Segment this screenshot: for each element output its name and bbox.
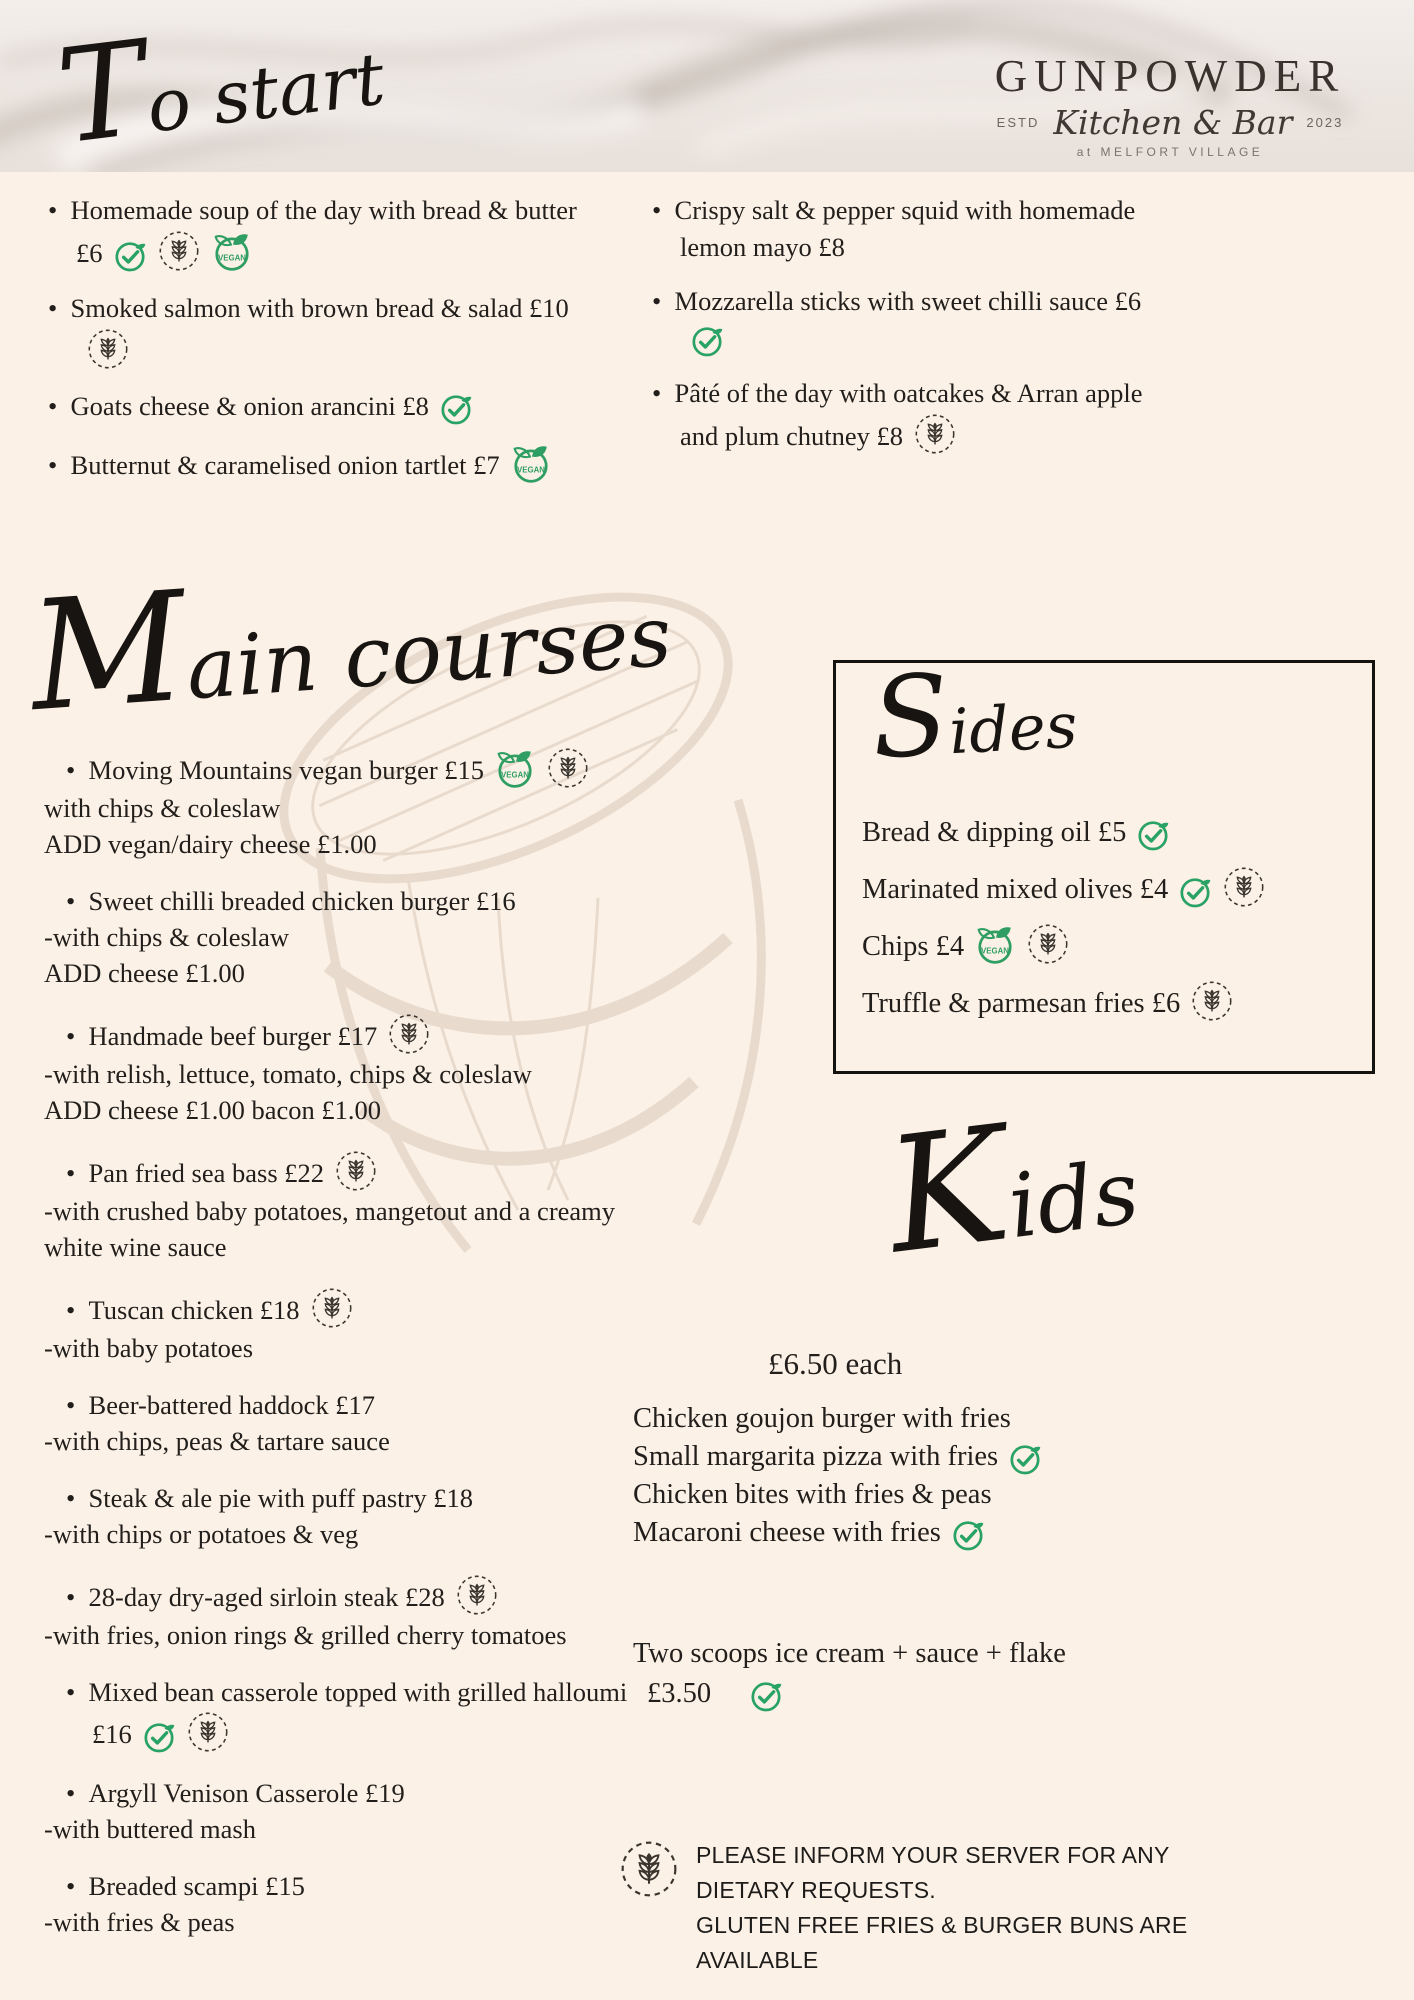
brand-year: 2023 [1306,115,1344,130]
menu-item [652,283,1160,358]
menu-item-text: Steak & ale pie with puff pastry £18 [88,1483,473,1513]
menu-item [36,746,650,862]
section-title-main-courses: Main courses [24,558,675,746]
to-start-col-right [652,192,1160,502]
footer-gluten-icon-slot [618,1838,680,1905]
brand-estd: ESTD [996,115,1040,130]
menu-item-text: Breaded scampi £15 [88,1871,305,1901]
menu-item-heading [36,1012,650,1056]
menu-item-heading [36,1674,650,1754]
menu-item [36,1286,650,1366]
menu-item [633,1400,1193,1438]
section-title-kids: Kids [877,1092,1145,1290]
menu-item [862,865,1362,910]
vegetarian-check-icon [439,392,473,426]
menu-item-text: Chips £4 [862,931,965,962]
menu-item-text: Argyll Venison Casserole £19 [88,1778,405,1808]
menu-item-text: Pâté of the day with oatcakes & Arran apple and plum chutney £8 [674,378,1143,451]
menu-item-heading [36,1775,650,1811]
menu-item-text: Chicken bites with fries & peas [633,1479,992,1510]
menu-item-text: Chicken goujon burger with fries [633,1403,1011,1434]
menu-item-text: Mozzarella sticks with sweet chilli sauce £6 [674,286,1142,316]
menu-item-description: -with fries & peas [44,1907,235,1937]
sides-box [833,650,1375,1074]
menu-item [36,1012,650,1128]
menu-item [652,375,1160,456]
vegetarian-check-icon [749,1679,783,1713]
menu-item [633,1438,1193,1476]
menu-item [36,1868,650,1940]
menu-item [652,192,1160,266]
menu-item-heading [36,746,650,790]
menu-item [862,979,1362,1024]
menu-item [48,388,580,426]
menu-item-text: 28-day dry-aged sirloin steak £28 [88,1582,445,1612]
menu-item-description: -with baby potatoes [44,1333,254,1363]
vegetarian-check-icon [1008,1442,1042,1476]
menu-item [36,1480,650,1552]
menu-item-heading [36,1868,650,1904]
footer-line-2: GLUTEN FREE FRIES & BURGER BUNS ARE AVAILABLE [696,1912,1188,1973]
kids-dessert-text: Two scoops ice cream + sauce + flake [633,1638,1066,1669]
kids-dessert-price-row [633,1674,1193,1714]
menu-item [48,290,580,371]
menu-item-text: Homemade soup of the day with bread & butter £6 [70,195,577,268]
to-start-columns [48,192,1166,502]
gluten-free-badge-icon [157,229,201,273]
menu-item-heading [36,883,650,919]
gluten-free-badge-icon [310,1286,354,1330]
menu-item [633,1476,1193,1514]
menu-item [862,922,1362,967]
svg-text:VEGAN: VEGAN [516,465,545,475]
brand-tagline-row [958,103,1382,142]
menu-item-description: -with buttered mash [44,1814,256,1844]
menu-item [48,192,580,273]
menu-item-text: Tuscan chicken £18 [88,1295,300,1325]
menu-item-description: -with chips, peas & tartare sauce [44,1426,390,1456]
gluten-free-badge-icon [546,746,590,790]
menu-item-text: Marinated mixed olives £4 [862,874,1169,905]
gluten-free-badge-icon [618,1838,680,1900]
menu-item-text: Bread & dipping oil £5 [862,817,1127,848]
menu-item-description: with chips & coleslaw [44,793,281,823]
menu-item-description: -with chips or potatoes & veg [44,1519,359,1549]
menu-item-text: Sweet chilli breaded chicken burger £16 [88,886,516,916]
gluten-free-badge-icon [1222,865,1266,909]
kids-dessert-icons [711,1678,783,1709]
kids-dessert-price: £3.50 [647,1678,712,1709]
brand-tagline: Kitchen & Bar [1053,103,1293,142]
menu-item-heading [36,1286,650,1330]
menu-item [36,883,650,991]
brand-block [958,50,1382,159]
menu-item-text: Moving Mountains vegan burger £15 [88,755,485,785]
menu-item-text: Pan fried sea bass £22 [88,1158,325,1188]
footer-text [696,1838,1256,1978]
menu-item-description: -with chips & coleslaw [44,922,290,952]
menu-item [36,1775,650,1847]
brand-name: GUNPOWDER [994,51,1346,101]
sides-list [862,813,1362,1036]
menu-item-description: ADD vegan/dairy cheese £1.00 [44,829,377,859]
svg-text:VEGAN: VEGAN [217,253,246,263]
menu-item-text: Truffle & parmesan fries £6 [862,988,1181,1019]
gluten-free-badge-icon [455,1573,499,1617]
vegan-badge-icon [211,231,253,273]
svg-text:VEGAN: VEGAN [501,770,530,780]
menu-item [48,443,580,485]
footer-line-1: PLEASE INFORM YOUR SERVER FOR ANY DIETARY REQUESTS. [696,1842,1170,1903]
menu-item-text: Mixed bean casserole topped with grilled halloumi £16 [88,1677,628,1749]
menu-item [36,1149,650,1265]
menu-item-text: Small margarita pizza with fries [633,1441,999,1472]
menu-item-text: Handmade beef burger £17 [88,1021,378,1051]
main-courses-list [36,746,650,1961]
vegan-badge-icon [974,924,1016,966]
menu-item-heading [36,1149,650,1193]
menu-item-description: -with fries, onion rings & grilled cherry tomatoes [44,1620,567,1650]
kids-dessert [633,1634,1193,1714]
menu-item [36,1573,650,1653]
menu-item-text: Smoked salmon with brown bread & salad £10 [70,293,569,323]
menu-item-text: Goats cheese & onion arancini £8 [70,391,429,421]
kids-list [633,1400,1193,1552]
gluten-free-badge-icon [86,327,130,371]
menu-item-text: Beer-battered haddock £17 [88,1390,375,1420]
menu-item [633,1514,1193,1552]
section-title-to-start: To start [49,12,390,174]
vegetarian-check-icon [951,1518,985,1552]
menu-item-heading [36,1480,650,1516]
svg-text:VEGAN: VEGAN [981,946,1010,956]
menu-item [36,1387,650,1459]
menu-item-text: Butternut & caramelised onion tartlet £7 [70,450,500,480]
menu-item-heading [36,1387,650,1423]
menu-item-text: Macaroni cheese with fries [633,1517,941,1548]
brand-location: at MELFORT VILLAGE [1076,145,1264,159]
vegetarian-check-icon [142,1720,176,1754]
section-title-sides: Sides [868,650,1080,785]
menu-item-description: ADD cheese £1.00 bacon £1.00 [44,1095,382,1125]
menu-item [36,1674,650,1754]
vegan-badge-icon [494,748,536,790]
vegetarian-check-icon [113,239,147,273]
gluten-free-badge-icon [913,412,957,456]
gluten-free-badge-icon [387,1012,431,1056]
menu-item-heading [36,1573,650,1617]
vegetarian-check-icon [1136,818,1170,852]
kids-price-note: £6.50 each [768,1346,903,1381]
gluten-free-badge-icon [334,1149,378,1193]
menu-item [862,813,1362,853]
menu-item-description: -with relish, lettuce, tomato, chips & coleslaw [44,1059,532,1089]
vegetarian-check-icon [690,324,724,358]
menu-item-description: ADD cheese £1.00 [44,958,245,988]
menu-item-text: Crispy salt & pepper squid with homemade lemon mayo £8 [674,195,1136,262]
gluten-free-badge-icon [186,1710,230,1754]
vegetarian-check-icon [1178,875,1212,909]
dietary-footer [618,1838,1256,1978]
to-start-col-left [48,192,580,502]
vegan-badge-icon [510,443,552,485]
gluten-free-badge-icon [1190,979,1234,1023]
gluten-free-badge-icon [1026,922,1070,966]
menu-item-description: -with crushed baby potatoes, mangetout and a creamy white wine sauce [44,1196,616,1262]
